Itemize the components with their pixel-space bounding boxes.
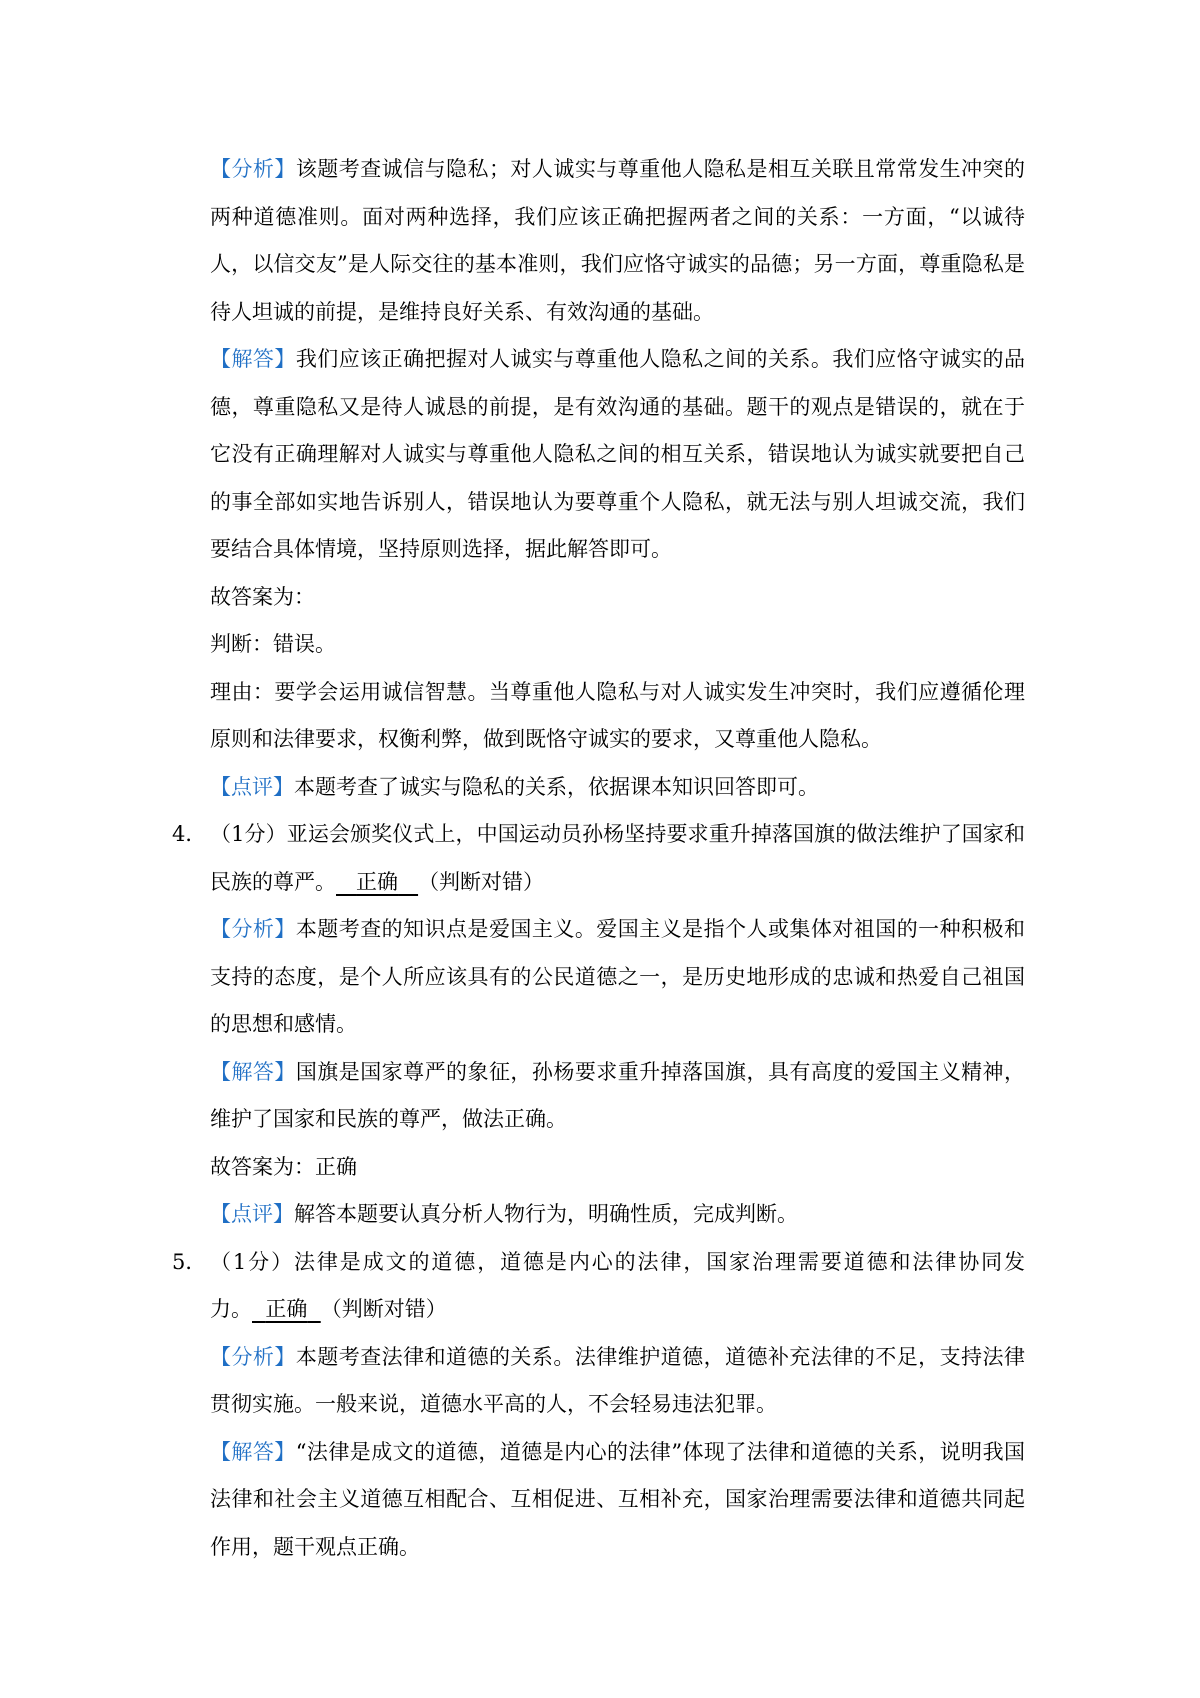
q3-comment [210, 764, 1025, 812]
q5-answer: 正确 [265, 1297, 308, 1321]
q4-comment [210, 1191, 1025, 1239]
q4-answer: 正确 [356, 869, 399, 894]
q4-suffix: （判断对错） [418, 869, 545, 894]
answer-label: 【解答】 [210, 1439, 296, 1464]
comment-label: 【点评】 [210, 1202, 294, 1226]
analysis-label: 【分析】 [210, 1344, 296, 1369]
answer-label: 【解答】 [210, 347, 296, 371]
q3-final-label: 故答案为： [210, 584, 315, 609]
analysis-label: 【分析】 [210, 917, 296, 941]
q5-stem-text: （1分）法律是成文的道德，道德是内心的法律，国家治理需要道德和法律协同发力。 [210, 1249, 1025, 1321]
q3-judgment: 判断：错误。 [210, 632, 336, 656]
q5-number: 5． [172, 1249, 207, 1274]
q4-answer-text: 国旗是国家尊严的象征，孙杨要求重升掉落国旗，具有高度的爱国主义精神，维护了国家和民族的尊严，做法正确。 [210, 1059, 1026, 1131]
q5-analysis [210, 1334, 1025, 1429]
q5-analysis-text: 本题考查法律和道德的关系。法律维护道德，道德补充法律的不足，支持法律贯彻实施。一般来说，道德水平高的人，不会轻易违法犯罪。 [210, 1344, 1026, 1416]
q3-analysis [210, 146, 1025, 336]
comment-label: 【点评】 [210, 774, 294, 799]
q4-number: 4． [172, 822, 207, 846]
q4-stem-text: （1分）亚运会颁奖仪式上，中国运动员孙杨坚持要求重升掉落国旗的做法维护了国家和民族的尊严。 [210, 822, 1025, 894]
q5-answer-block [210, 1429, 1025, 1572]
q3-answer-text: 我们应该正确把握对人诚实与尊重他人隐私之间的关系。我们应恪守诚实的品德，尊重隐私又是待人诚恳的前提，是有效沟通的基础。题干的观点是错误的，就在于它没有正确理解对人诚实与尊重他人隐私之间的相互关系，错误地认为诚实就要把自己的事全部如实地告诉别人，错误地认为要尊重个人隐私，就无法与别人坦诚交流，我们要结合具体情境，坚持原则选择，据此解答即可。 [210, 347, 1026, 561]
analysis-label: 【分析】 [210, 157, 296, 181]
q4-answer-blank [336, 870, 418, 894]
q4-comment-text: 解答本题要认真分析人物行为，明确性质，完成判断。 [294, 1202, 798, 1226]
q4-analysis-text: 本题考查的知识点是爱国主义。爱国主义是指个人或集体对祖国的一种积极和支持的态度，是个人所应该具有的公民道德之一，是历史地形成的忠诚和热爱自己祖国的思想和感情。 [210, 917, 1026, 1036]
q3-analysis-text: 该题考查诚信与隐私；对人诚实与尊重他人隐私是相互关联且常常发生冲突的两种道德准则。面对两种选择，我们应该正确把握两者之间的关系：一方面，“以诚待人，以信交友”是人际交往的基本准则，我们应恪守诚实的品德；另一方面，尊重隐私是待人坦诚的前提，是维持良好关系、有效沟通的基础。 [210, 157, 1026, 324]
document-content [172, 146, 1026, 1571]
q4-final: 故答案为：正确 [210, 1154, 357, 1179]
q5-answer-text: “法律是成文的道德，道德是内心的法律”体现了法律和道德的关系，说明我国法律和社会主义道德互相配合、互相促进、互相补充，国家治理需要法律和道德共同起作用，题干观点正确。 [210, 1439, 1026, 1559]
q4-analysis [210, 906, 1025, 1049]
q3-reason: 理由：要学会运用诚信智慧。当尊重他人隐私与对人诚实发生冲突时，我们应遵循伦理原则和法律要求，权衡利弊，做到既恪守诚实的要求，又尊重他人隐私。 [210, 679, 1025, 751]
q5-stem [172, 1239, 1025, 1334]
answer-label: 【解答】 [210, 1059, 296, 1084]
q4-stem [172, 811, 1025, 906]
q3-comment-text: 本题考查了诚实与隐私的关系，依据课本知识回答即可。 [294, 774, 819, 799]
q5-answer-blank [252, 1297, 321, 1321]
q3-answer [210, 336, 1025, 574]
q4-answer-block [210, 1049, 1025, 1144]
q5-suffix: （判断对错） [320, 1297, 447, 1321]
